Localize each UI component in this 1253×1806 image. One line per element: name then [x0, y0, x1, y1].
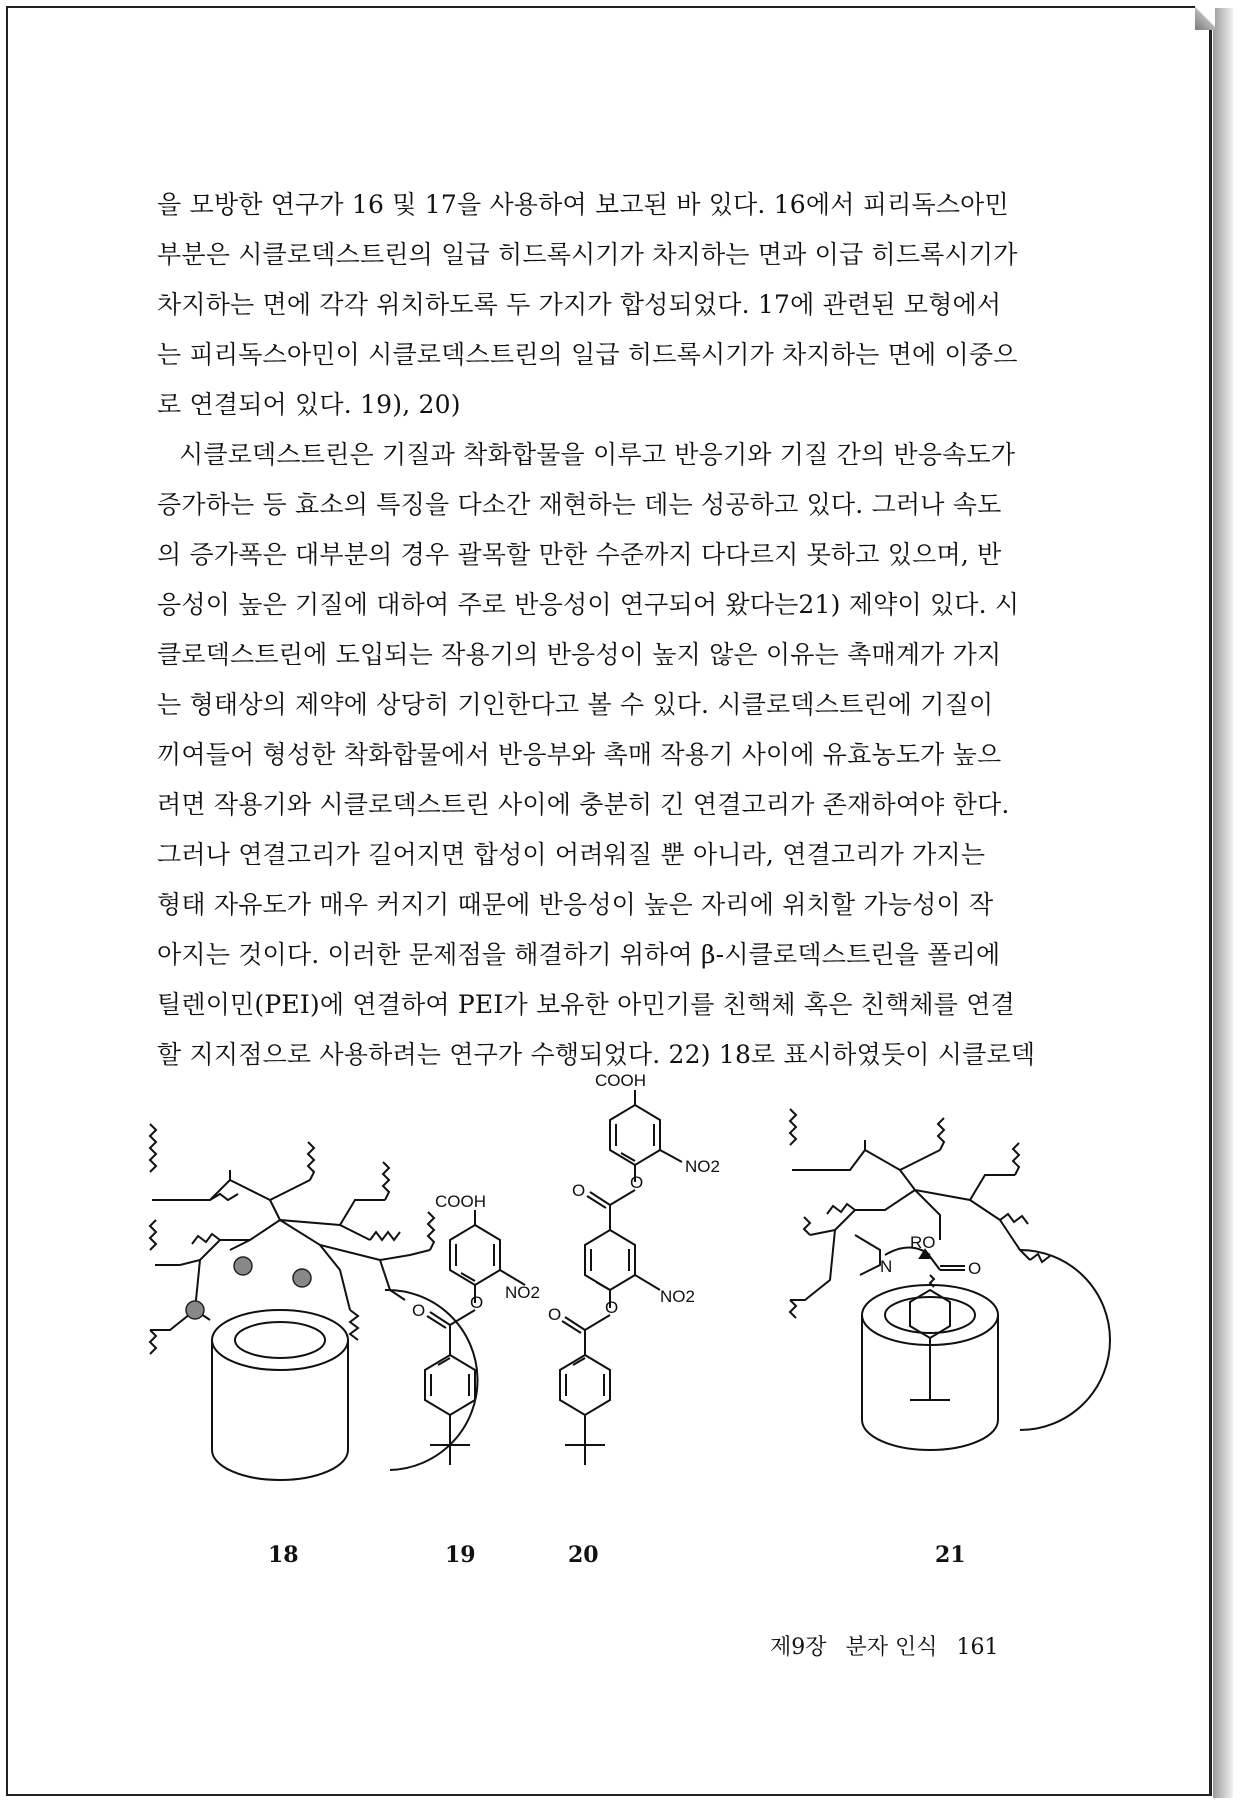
compound-19-structure	[425, 1210, 525, 1465]
text-line: 형태 자유도가 매우 커지기 때문에 반응성이 높은 자리에 위치할 가능성이 작	[157, 890, 994, 919]
text-line: 로 연결되어 있다. 19), 20)	[157, 390, 461, 419]
compound-20-structure	[560, 1090, 682, 1465]
body-text	[157, 180, 1045, 1080]
text-line: 부분은 시클로덱스트린의 일급 히드록시기가 차지하는 면과 이급 히드록시기가	[157, 240, 1018, 269]
text-line: 할 지지점으로 사용하려는 연구가 수행되었다. 22) 18로 표시하였듯이 시클로덱	[157, 1040, 1036, 1069]
no2-label-20a: NO2	[685, 1157, 720, 1176]
oxygen-label-20c: O	[605, 1298, 619, 1317]
oxygen-label-20b: O	[572, 1181, 586, 1200]
text-line: 시클로덱스트린은 기질과 착화합물을 이루고 반응기와 기질 간의 반응속도가	[179, 440, 1016, 469]
text-line: 을 모방한 연구가 16 및 17을 사용하여 보고된 바 있다. 16에서 피리독스아민	[157, 190, 1009, 219]
chapter-title: 분자 인식	[845, 1635, 938, 1660]
text-line: 끼여들어 형성한 착화합물에서 반응부와 촉매 작용기 사이에 유효농도가 높으	[157, 740, 1002, 769]
nitrogen-label-21: N	[880, 1257, 893, 1276]
cooh-label-19: COOH	[435, 1192, 486, 1211]
text-line: 그러나 연결고리가 길어지면 합성이 어려워질 뿐 아니라, 연결고리가 가지는	[157, 840, 986, 869]
no2-label-20b: NO2	[660, 1287, 695, 1306]
text-line: 의 증가폭은 대부분의 경우 괄목할 만한 수준까지 다다르지 못하고 있으며, 반	[157, 540, 1002, 569]
page-footer	[770, 1630, 1070, 1661]
text-line: 차지하는 면에 각각 위치하도록 두 가지가 합성되었다. 17에 관련된 모형에서	[157, 290, 1002, 319]
oxygen-label-19a: O	[470, 1293, 484, 1312]
text-line: 틸렌이민(PEI)에 연결하여 PEI가 보유한 아민기를 친핵체 혹은 친핵체를 연결	[157, 990, 1015, 1019]
oxygen-label-20d: O	[548, 1305, 562, 1324]
page-number: 161	[956, 1635, 999, 1660]
compound-label-18: 18	[268, 1542, 299, 1568]
compound-label-20: 20	[568, 1542, 599, 1568]
structures-svg	[140, 1071, 1080, 1590]
text-line: 아지는 것이다. 이러한 문제점을 해결하기 위하여 β-시클로덱스트린을 폴리에	[157, 940, 1001, 969]
oxygen-label-19b: O	[412, 1301, 426, 1320]
oxygen-label-21: O	[968, 1259, 982, 1278]
chapter-label: 제9장	[770, 1635, 827, 1660]
cooh-label-20: COOH	[595, 1071, 646, 1090]
page-corner-fold	[1195, 6, 1215, 30]
compound-label-19: 19	[445, 1542, 476, 1568]
text-line: 려면 작용기와 시클로덱스트린 사이에 충분히 긴 연결고리가 존재하여야 한다.	[157, 790, 1010, 819]
chemical-structures-figure	[140, 1071, 1080, 1590]
text-line: 는 형태상의 제약에 상당히 기인한다고 볼 수 있다. 시클로덱스트린에 기질이	[157, 690, 994, 719]
oxygen-label-20a: O	[630, 1173, 644, 1192]
text-line: 증가하는 등 효소의 특징을 다소간 재현하는 데는 성공하고 있다. 그러나 속도	[157, 490, 1002, 519]
text-line: 응성이 높은 기질에 대하여 주로 반응성이 연구되어 왔다는21) 제약이 있다. 시	[157, 590, 1020, 619]
ro-label-21: RO	[910, 1233, 936, 1252]
text-line: 는 피리독스아민이 시클로덱스트린의 일급 히드록시기가 차지하는 면에 이중으	[157, 340, 1018, 369]
compound-label-21: 21	[935, 1542, 966, 1568]
no2-label-19: NO2	[505, 1283, 540, 1302]
page-edge-shadow	[1213, 8, 1233, 1798]
compound-21-structure	[790, 1109, 1110, 1450]
text-line: 클로덱스트린에 도입되는 작용기의 반응성이 높지 않은 이유는 촉매계가 가지	[157, 640, 1002, 669]
